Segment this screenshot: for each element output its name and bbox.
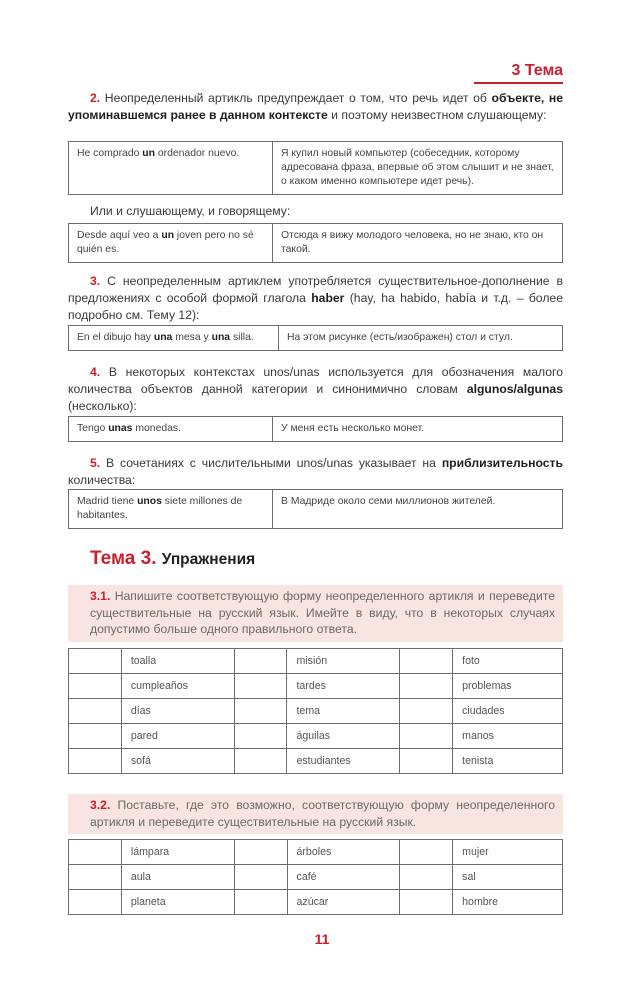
- article: un: [161, 230, 175, 241]
- section-title: [90, 548, 255, 570]
- answer-blank-cell[interactable]: [234, 840, 287, 865]
- rule-number: 4.: [90, 365, 101, 379]
- exercise-instruction-text: Напишите соответствующую форму неопределенного артикля и переведите существительные на русский язык. Имейте в виду, что в некоторых случаях допустимо больше одного правильного ответа.: [90, 589, 555, 636]
- rule-2-followup: Или и слушающему, и говорящему:: [90, 204, 291, 218]
- exercise-row: [69, 674, 563, 699]
- exercise-row: [69, 649, 563, 674]
- noun-cell: manos: [453, 724, 563, 749]
- article: unas: [108, 423, 133, 434]
- noun-cell: foto: [453, 649, 563, 674]
- example-spanish: [69, 142, 273, 195]
- exercise-3-2-instruction: [68, 794, 563, 834]
- answer-blank-cell[interactable]: [234, 674, 287, 699]
- article: una: [153, 332, 173, 343]
- es-text: monedas.: [132, 423, 181, 434]
- noun-cell: tenista: [453, 749, 563, 774]
- article: un: [142, 148, 155, 159]
- noun-cell: aula: [121, 865, 234, 890]
- noun-cell: ciudades: [453, 699, 563, 724]
- rule-number: 2.: [90, 91, 101, 105]
- noun-cell: hombre: [453, 890, 563, 915]
- article: una: [211, 332, 231, 343]
- answer-blank-cell[interactable]: [400, 724, 453, 749]
- answer-blank-cell[interactable]: [234, 890, 287, 915]
- example-russian: Отсюда я вижу молодого человека, но не знаю, кто он такой.: [273, 224, 563, 263]
- example-row: [69, 490, 563, 529]
- rule-3-text: [68, 273, 563, 323]
- noun-cell: azúcar: [287, 890, 400, 915]
- rule-text: количества:: [68, 472, 136, 487]
- rule-number: 3.: [90, 274, 101, 288]
- exercise-number: 3.1.: [90, 589, 111, 603]
- es-text: siete millones de habitantes.: [77, 496, 243, 521]
- example-spanish: [69, 326, 279, 351]
- article: unos: [137, 496, 162, 507]
- answer-blank-cell[interactable]: [234, 724, 287, 749]
- exercise-number: 3.2.: [90, 798, 111, 812]
- answer-blank-cell[interactable]: [234, 649, 287, 674]
- example-row: [69, 142, 563, 195]
- exercise-row: [69, 890, 563, 915]
- noun-cell: tema: [287, 699, 400, 724]
- example-table-rule-5: [68, 489, 563, 529]
- answer-blank-cell[interactable]: [69, 699, 122, 724]
- rule-text: В некоторых контекстах unos/unas используется для обозначения малого количества объектов данной категории и синонимично словам: [68, 365, 564, 396]
- rule-5-text: [68, 455, 563, 489]
- noun-cell: mujer: [453, 840, 563, 865]
- noun-cell: sal: [453, 865, 563, 890]
- example-table-rule-4: [68, 416, 563, 442]
- noun-cell: planeta: [121, 890, 234, 915]
- es-text: He comprado: [77, 148, 143, 159]
- example-spanish: [69, 224, 273, 263]
- noun-cell: estudiantes: [287, 749, 400, 774]
- noun-cell: tardes: [287, 674, 400, 699]
- answer-blank-cell[interactable]: [234, 865, 287, 890]
- answer-blank-cell[interactable]: [69, 724, 122, 749]
- rule-number: 5.: [90, 456, 101, 470]
- answer-blank-cell[interactable]: [400, 840, 453, 865]
- answer-blank-cell[interactable]: [69, 890, 122, 915]
- running-head: 3 Тема: [474, 62, 563, 84]
- es-text: Madrid tiene: [77, 496, 138, 507]
- section-title-exercises: Упражнения: [161, 551, 256, 568]
- rule-text: Неопределенный артикль предупреждает о том, что речь идет об: [104, 91, 492, 105]
- answer-blank-cell[interactable]: [400, 674, 453, 699]
- es-text: Tengo: [77, 423, 109, 434]
- rule-4-text: [68, 364, 563, 414]
- answer-blank-cell[interactable]: [400, 749, 453, 774]
- rule-emphasis: объекте, не упоминавшемся ранее в данном контексте: [68, 91, 563, 122]
- exercise-3-1-table: [68, 648, 563, 774]
- rule-text: (hay, ha habido, había и т.д. – более подробно см. Тему 12):: [68, 290, 563, 322]
- exercise-instruction-text: Поставьте, где это возможно, соответствующую форму неопределенного артикля и переведите существительные на русский язык.: [90, 798, 555, 829]
- example-russian: Я купил новый компьютер (собеседник, которому адресована фраза, впервые об этом слышит и не знает, о каком именно компьютере идет речь).: [273, 142, 563, 195]
- answer-blank-cell[interactable]: [69, 674, 122, 699]
- rule-text: В сочетаниях с числительными unos/unas указывает на: [106, 456, 442, 470]
- noun-cell: águilas: [287, 724, 400, 749]
- exercise-row: [69, 699, 563, 724]
- answer-blank-cell[interactable]: [234, 699, 287, 724]
- example-spanish: [69, 490, 273, 529]
- noun-cell: pared: [121, 724, 234, 749]
- rule-emphasis: haber: [311, 290, 345, 305]
- exercise-row: [69, 724, 563, 749]
- example-russian: В Мадриде около семи миллионов жителей.: [273, 490, 563, 529]
- answer-blank-cell[interactable]: [400, 865, 453, 890]
- answer-blank-cell[interactable]: [400, 699, 453, 724]
- section-title-topic: Тема 3.: [90, 548, 157, 569]
- es-text: joven pero no sé quién es.: [77, 230, 254, 255]
- answer-blank-cell[interactable]: [69, 865, 122, 890]
- exercise-3-2-table: [68, 839, 563, 915]
- exercise-row: [69, 749, 563, 774]
- noun-cell: misión: [287, 649, 400, 674]
- rule-2-text: [68, 90, 563, 124]
- answer-blank-cell[interactable]: [400, 890, 453, 915]
- noun-cell: cumpleaños: [121, 674, 234, 699]
- noun-cell: café: [287, 865, 400, 890]
- example-spanish: [69, 417, 273, 442]
- rule-emphasis: приблизительность: [441, 456, 563, 470]
- answer-blank-cell[interactable]: [400, 649, 453, 674]
- answer-blank-cell[interactable]: [69, 649, 122, 674]
- rule-text: С неопределенным артиклем употребляется существительное-дополнение в предложениях с особой формой глагола: [68, 274, 563, 305]
- exercise-row: [69, 840, 563, 865]
- noun-cell: toalla: [121, 649, 234, 674]
- rule-text: (несколько):: [68, 398, 137, 413]
- exercise-row: [69, 865, 563, 890]
- example-russian: На этом рисунке (есть/изображен) стол и стул.: [279, 326, 563, 351]
- noun-cell: lámpara: [121, 840, 234, 865]
- example-table-rule-2: [68, 141, 563, 195]
- example-table-rule-2b: [68, 223, 563, 263]
- noun-cell: problemas: [453, 674, 563, 699]
- noun-cell: árboles: [287, 840, 400, 865]
- es-text: silla.: [230, 332, 254, 343]
- rule-emphasis: algunos/algunas: [466, 381, 563, 396]
- answer-blank-cell[interactable]: [69, 749, 122, 774]
- example-table-rule-3: [68, 325, 563, 351]
- rule-text: и поэтому неизвестном слушающему:: [327, 107, 547, 122]
- es-text: mesa y: [172, 332, 212, 343]
- example-row: [69, 326, 563, 351]
- example-row: [69, 224, 563, 263]
- answer-blank-cell[interactable]: [69, 840, 122, 865]
- es-text: ordenador nuevo.: [154, 148, 240, 159]
- noun-cell: sofá: [121, 749, 234, 774]
- example-russian: У меня есть несколько монет.: [273, 417, 563, 442]
- es-text: Desde aquí veo a: [77, 230, 162, 241]
- page-number: 11: [314, 931, 330, 947]
- example-row: [69, 417, 563, 442]
- answer-blank-cell[interactable]: [234, 749, 287, 774]
- exercise-3-1-instruction: [68, 585, 563, 642]
- es-text: En el dibujo hay: [77, 332, 154, 343]
- noun-cell: días: [121, 699, 234, 724]
